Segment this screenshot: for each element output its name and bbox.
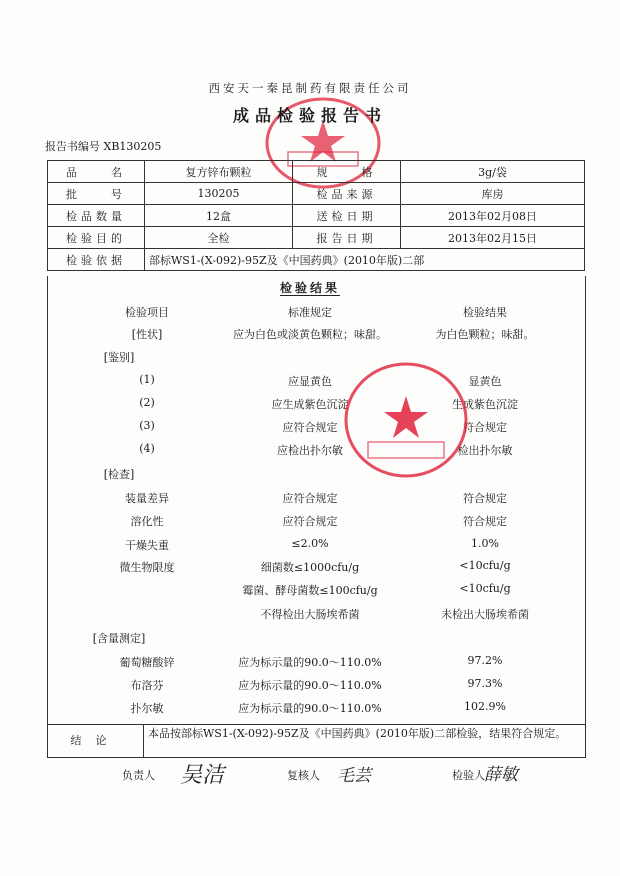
spec-label: 规 格 <box>293 161 401 183</box>
conclusion-text: 本品按部标WS1-(X-092)-95Z及《中国药典》(2010年版)二部检验，结果符合规定。 <box>148 727 567 740</box>
product-label: 品 名 <box>48 161 145 183</box>
result-item: 装量差异 <box>125 492 169 505</box>
table-row <box>48 249 585 271</box>
batch-label: 批 号 <box>48 183 145 205</box>
reviewer-label: 复核人 <box>287 769 320 782</box>
sent-date-label: 送检日期 <box>293 205 401 227</box>
results-title-text: 检验结果 <box>279 281 340 295</box>
conclusion-box <box>47 724 586 758</box>
result-value: 检出扑尔敏 <box>457 444 513 457</box>
report-date-value: 2013年02月15日 <box>401 227 585 249</box>
result-item: (1) <box>139 373 155 386</box>
result-item: (2) <box>139 396 155 409</box>
batch-value: 130205 <box>145 183 293 205</box>
report-title: 成品检验报告书 <box>232 106 387 125</box>
purpose-label: 检验目的 <box>48 227 145 249</box>
sent-date-value: 2013年02月08日 <box>401 205 585 227</box>
result-item: [含量测定] <box>92 632 146 645</box>
inspector-signature: 薛敏 <box>484 765 518 785</box>
table-row <box>48 161 585 183</box>
results-title <box>0 279 620 296</box>
result-standard: 应生成紫色沉淀 <box>271 398 349 411</box>
responsible-signature: 吴洁 <box>180 763 225 788</box>
result-item: 布洛芬 <box>130 679 164 692</box>
result-value: 符合规定 <box>463 421 507 434</box>
result-standard: 不得检出大肠埃希菌 <box>260 608 360 621</box>
result-value: 显黄色 <box>468 375 502 388</box>
company-name: 西安天一秦昆制药有限责任公司 <box>208 81 412 95</box>
basis-label: 检验依据 <box>48 249 145 271</box>
product-value: 复方锌布颗粒 <box>145 161 293 183</box>
result-value: 为白色颗粒；味甜。 <box>435 328 535 341</box>
qty-value: 12盒 <box>145 205 293 227</box>
result-value: <10cfu/g <box>459 582 511 595</box>
result-standard: 应为标示量的90.0～110.0% <box>238 702 382 715</box>
conclusion-label: 结论 <box>48 725 144 757</box>
result-standard: 应符合规定 <box>282 515 338 528</box>
purpose-value: 全检 <box>145 227 293 249</box>
result-value: 生成紫色沉淀 <box>452 398 518 411</box>
result-standard: 应为标示量的90.0～110.0% <box>238 679 382 692</box>
col-result-header: 检验结果 <box>463 306 507 319</box>
result-value: 102.9% <box>464 700 506 713</box>
result-value: 符合规定 <box>463 492 507 505</box>
result-item: 葡萄糖酸锌 <box>119 656 175 669</box>
result-item: 干燥失重 <box>125 539 169 552</box>
result-value: 未检出大肠埃希菌 <box>441 608 529 621</box>
report-number: 报告书编号 XB130205 <box>45 140 162 153</box>
table-row <box>48 227 585 249</box>
result-value: <10cfu/g <box>459 559 511 572</box>
basis-value: 部标WS1-(X-092)-95Z及《中国药典》(2010年版)二部 <box>145 249 585 271</box>
result-item: [检查] <box>103 468 135 481</box>
result-value: 97.2% <box>467 654 503 667</box>
reviewer-signature: 毛芸 <box>337 766 371 786</box>
result-item: 溶化性 <box>130 515 164 528</box>
result-item: (4) <box>139 442 155 455</box>
result-standard: 应检出扑尔敏 <box>277 444 343 457</box>
result-standard: 应为标示量的90.0～110.0% <box>238 656 382 669</box>
result-item: 微生物限度 <box>119 561 175 574</box>
result-standard: ≤2.0% <box>291 537 329 550</box>
spec-value: 3g/袋 <box>401 161 585 183</box>
table-row <box>48 205 585 227</box>
result-item: 扑尔敏 <box>130 702 164 715</box>
inspector-label: 检验人 <box>452 769 485 782</box>
result-item: [性状] <box>131 328 163 341</box>
result-standard: 应符合规定 <box>282 421 338 434</box>
report-date-label: 报告日期 <box>293 227 401 249</box>
source-value: 库房 <box>401 183 585 205</box>
qty-label: 检品数量 <box>48 205 145 227</box>
result-value: 1.0% <box>471 537 499 550</box>
result-value: 97.3% <box>467 677 503 690</box>
result-item: [鉴别] <box>103 351 135 364</box>
result-standard: 霉菌、酵母菌数≤100cfu/g <box>242 584 378 597</box>
source-label: 检品来源 <box>293 183 401 205</box>
result-standard: 应为白色或淡黄色颗粒；味甜。 <box>233 328 387 341</box>
result-item: (3) <box>139 419 155 432</box>
col-standard-header: 标准规定 <box>288 306 332 319</box>
pharmacy-seal-stamp <box>340 360 472 482</box>
result-value: 符合规定 <box>463 515 507 528</box>
result-standard: 应显黄色 <box>288 375 332 388</box>
result-standard: 应符合规定 <box>282 492 338 505</box>
col-item-header: 检验项目 <box>125 306 169 319</box>
table-row <box>48 183 585 205</box>
info-table <box>47 160 585 271</box>
responsible-label: 负责人 <box>122 769 155 782</box>
result-standard: 细菌数≤1000cfu/g <box>260 561 360 574</box>
